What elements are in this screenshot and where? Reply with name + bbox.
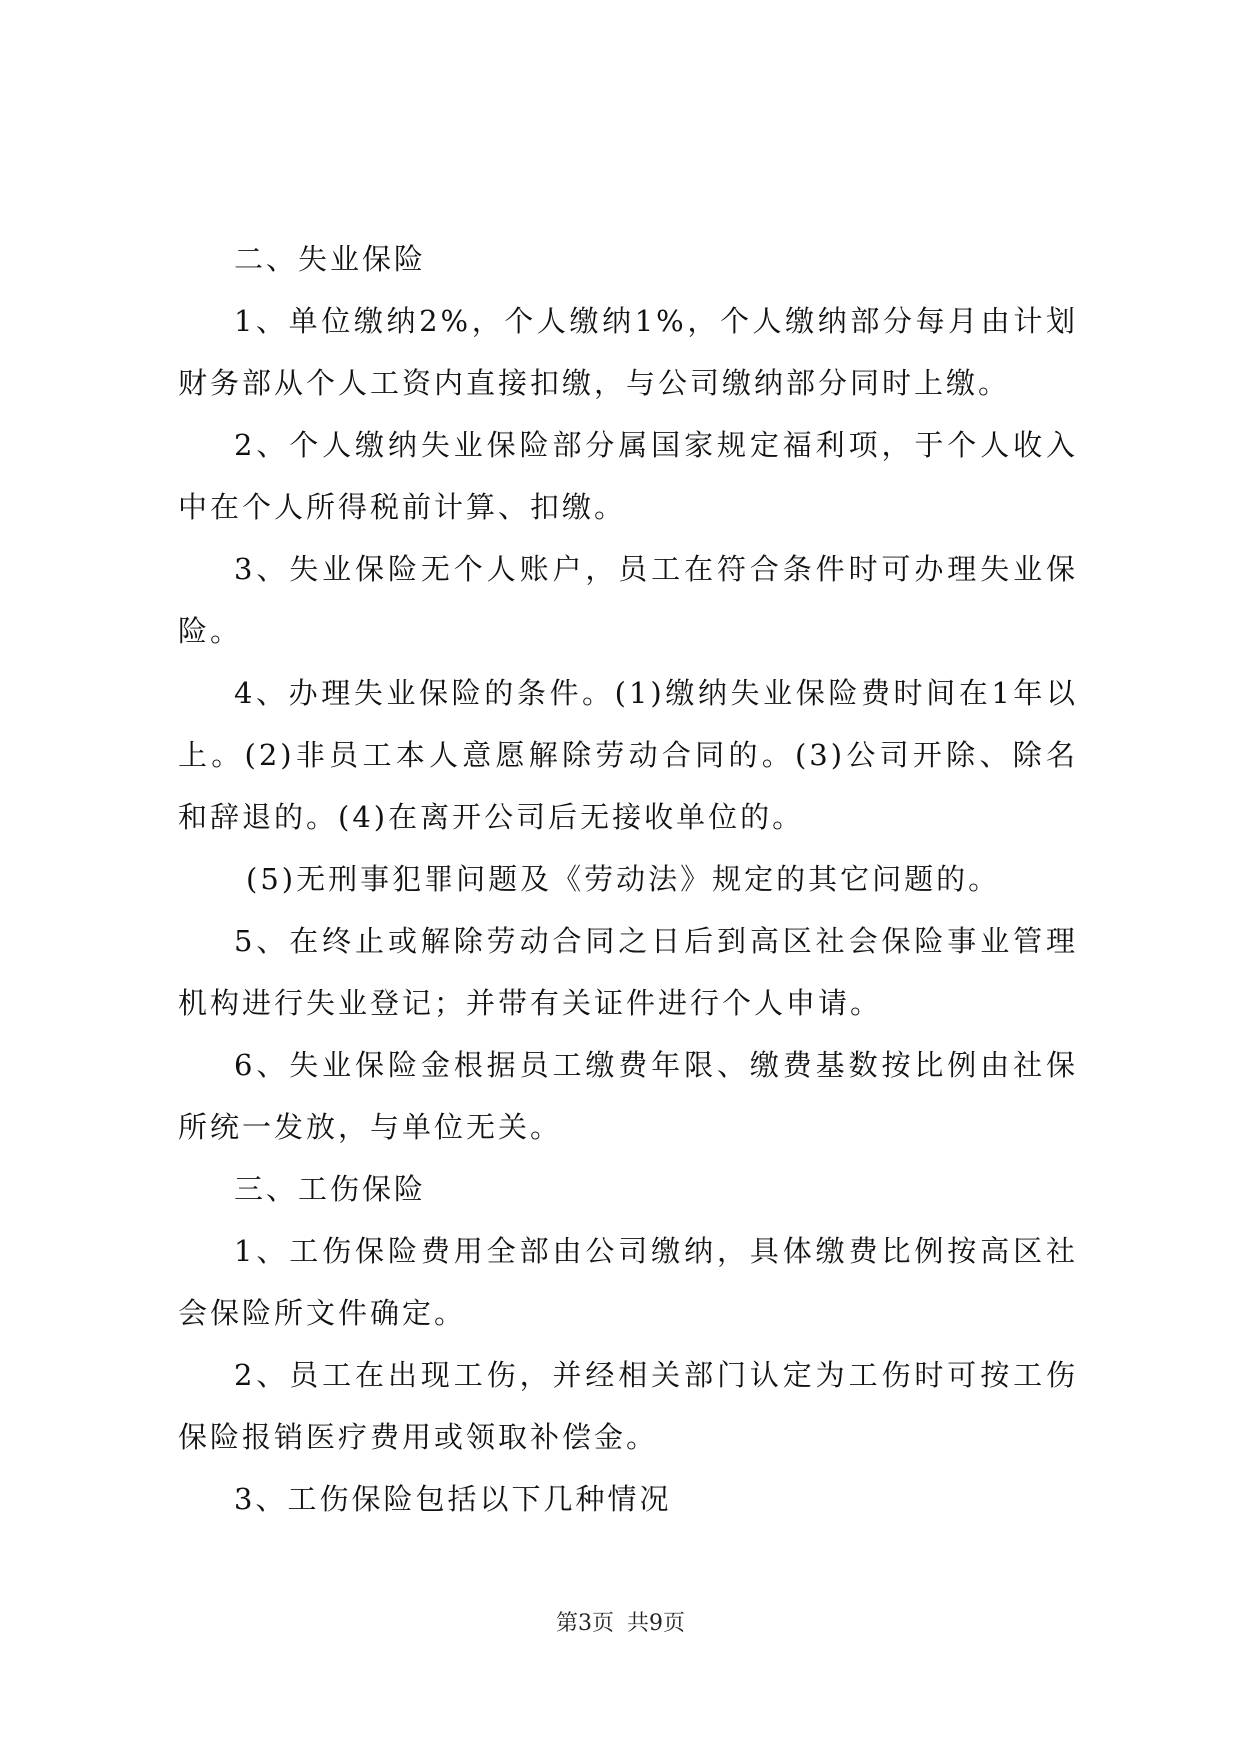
paragraph: 6、失业保险金根据员工缴费年限、缴费基数按比例由社保所统一发放，与单位无关。 (178, 1048, 1078, 1144)
paragraph: 2、个人缴纳失业保险部分属国家规定福利项，于个人收入中在个人所得税前计算、扣缴。 (178, 428, 1078, 524)
paragraph: 1、单位缴纳2%，个人缴纳1%，个人缴纳部分每月由计划财务部从个人工资内直接扣缴，与公司缴纳部分同时上缴。 (178, 304, 1078, 400)
paragraph: 1、工伤保险费用全部由公司缴纳，具体缴费比例按高区社会保险所文件确定。 (178, 1234, 1078, 1330)
document-body (178, 228, 1078, 1530)
page-number: 第3页 (556, 1611, 614, 1636)
section-heading-work-injury: 三、工伤保险 (234, 1172, 427, 1206)
paragraph: (5)无刑事犯罪问题及《劳动法》规定的其它问题的。 (246, 862, 1001, 896)
paragraph: 4、办理失业保险的条件。(1)缴纳失业保险费时间在1年以上。(2)非员工本人意愿解除劳动合同的。(3)公司开除、除名和辞退的。(4)在离开公司后无接收单位的。 (178, 676, 1078, 834)
paragraph: 3、失业保险无个人账户，员工在符合条件时可办理失业保险。 (178, 552, 1078, 648)
page-total: 共9页 (627, 1611, 685, 1636)
page-footer (0, 1606, 1241, 1637)
paragraph: 2、员工在出现工伤，并经相关部门认定为工伤时可按工伤保险报销医疗费用或领取补偿金。 (178, 1358, 1078, 1454)
section-heading-unemployment: 二、失业保险 (234, 242, 427, 276)
paragraph: 5、在终止或解除劳动合同之日后到高区社会保险事业管理机构进行失业登记；并带有关证件进行个人申请。 (178, 924, 1078, 1020)
paragraph: 3、工伤保险包括以下几种情况 (234, 1482, 672, 1516)
